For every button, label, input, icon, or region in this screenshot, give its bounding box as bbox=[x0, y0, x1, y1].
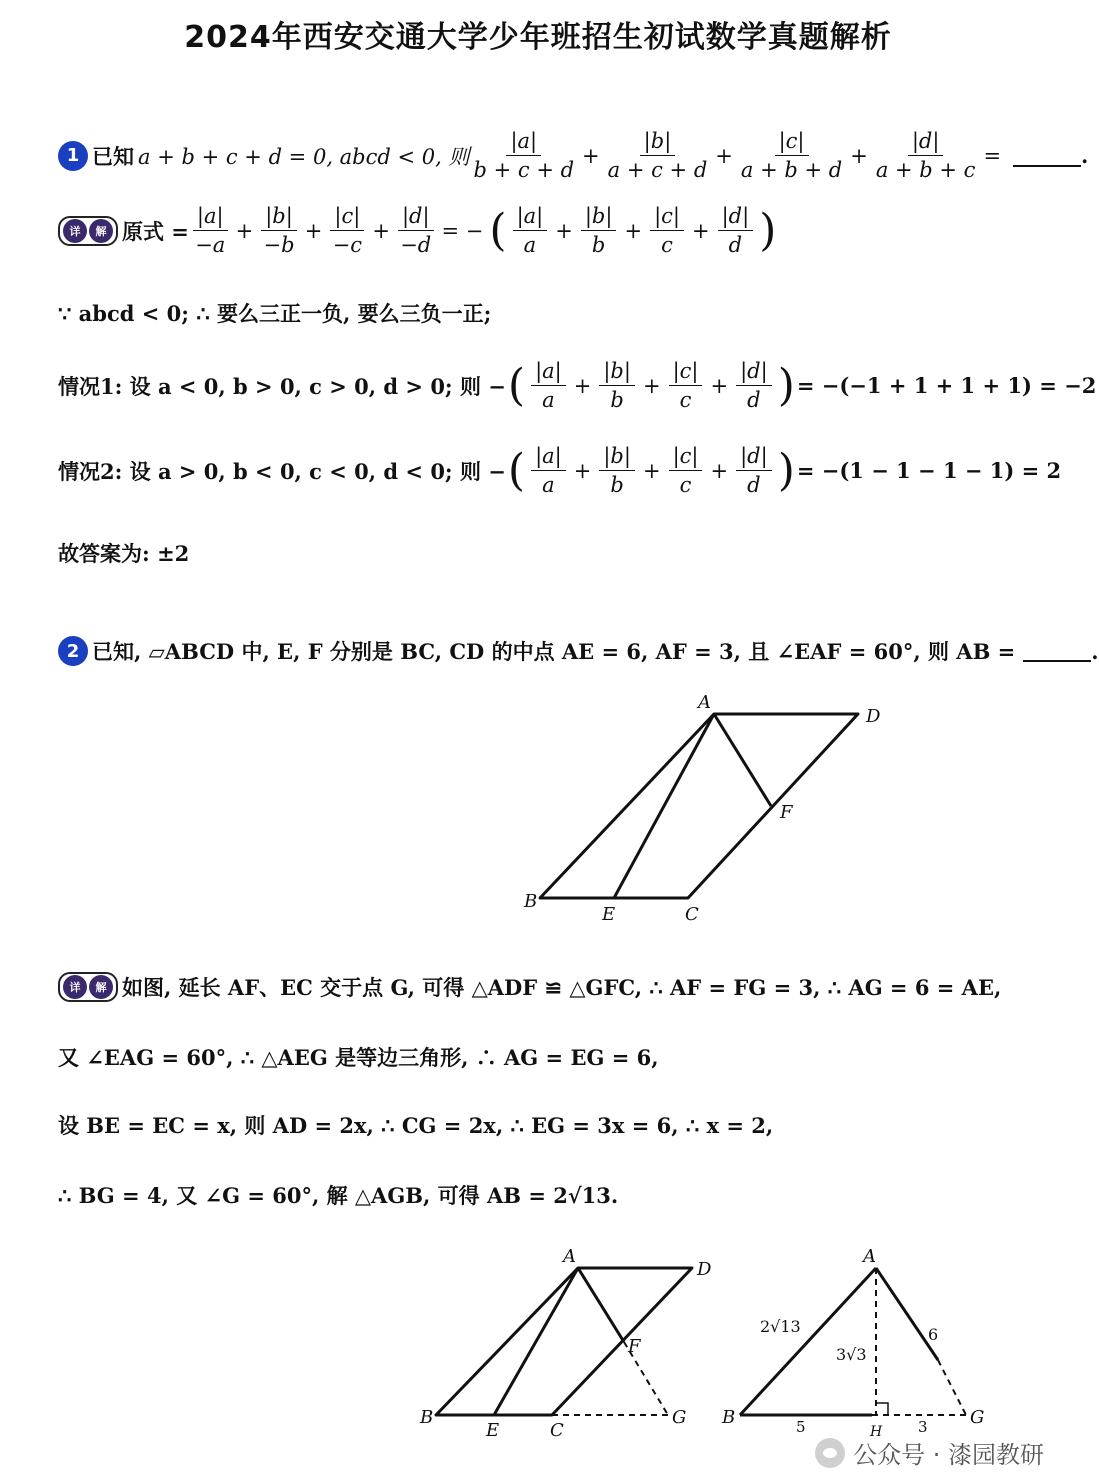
q1-frac-c: $\frac{|c|}{a + b + d}$ bbox=[740, 129, 843, 182]
fig3-label-a: A bbox=[863, 1246, 876, 1267]
fig3-label-b: B bbox=[722, 1407, 736, 1428]
solution-1-case-1: 情况1: 设 a < 0, b > 0, c > 0, d > 0; 则 − ( $\frac{|a|}{a}$ + $\frac{|b|}{b}$ + $\frac{|c|}{c}$ + $\frac{|d|}{d}$ ) = −(−1 + 1 + 1 + 1) = −2 bbox=[58, 359, 1097, 412]
label-d: D bbox=[866, 706, 881, 727]
fig2-label-c: C bbox=[550, 1420, 564, 1441]
label-b: B bbox=[524, 891, 538, 912]
fig2-label-d: D bbox=[697, 1259, 712, 1280]
page-title: 2024年西安交通大学少年班招生初试数学真题解析 bbox=[184, 20, 892, 55]
segment-af bbox=[714, 714, 771, 806]
figure-triangle-agb bbox=[740, 1268, 938, 1415]
question-1: 1 已知 a + b + c + d = 0, abcd < 0, 则 $\frac{|a|}{b + c + d}$ + $\frac{|b|}{a + c + d}$ + $\frac{|c|}{a + b + d}$ + $\frac{|d|}{a + b + c}$ = . bbox=[58, 128, 1088, 183]
q1-frac-b: $\frac{|b|}{a + c + d}$ bbox=[607, 129, 708, 182]
label-c: C bbox=[685, 904, 699, 925]
solution-2-line-4: ∴ BG = 4, 又 ∠G = 60°, 解 △AGB, 可得 AB = 2√13. bbox=[58, 1183, 619, 1208]
q1-frac-d: $\frac{|d|}{a + b + c}$ bbox=[875, 129, 976, 182]
watermark: 公众号 · 漆园教研 bbox=[815, 1435, 1044, 1470]
fig2-label-e: E bbox=[486, 1420, 500, 1441]
question-number-badge: 1 bbox=[58, 141, 88, 171]
fig3-label-bh: 5 bbox=[796, 1418, 806, 1436]
solution-2-line-3: 设 BE = EC = x, 则 AD = 2x, ∴ CG = 2x, ∴ EG = 3x = 6, ∴ x = 2, bbox=[58, 1113, 774, 1138]
fig3-label-h: H bbox=[870, 1424, 883, 1440]
solution-1-because: ∵ abcd < 0; ∴ 要么三正一负, 要么三负一正; bbox=[58, 301, 492, 326]
solution-2-line-1: 详 解 如图, 延长 AF、EC 交于点 G, 可得 △ADF ≌ △GFC, ∴ AF = FG = 3, ∴ AG = 6 = AE, bbox=[58, 972, 1001, 1002]
solution-badge: 详 解 bbox=[58, 972, 118, 1002]
s1-lead: 原式 = bbox=[122, 218, 189, 244]
fig3-label-hg: 3 bbox=[918, 1418, 928, 1436]
q1-prefix: 已知 bbox=[92, 143, 134, 169]
q2-text: 已知, ▱ABCD 中, E, F 分别是 BC, CD 的中点 AE = 6, AF = 3, 且 ∠EAF = 60°, 则 AB = bbox=[92, 639, 1016, 664]
wechat-icon bbox=[815, 1438, 845, 1468]
label-f: F bbox=[780, 802, 793, 823]
q1-condition: a + b + c + d = 0, abcd < 0, 则 bbox=[138, 144, 470, 169]
fig2-label-f: F bbox=[628, 1336, 641, 1357]
question-2: 2 已知, ▱ABCD 中, E, F 分别是 BC, CD 的中点 AE = 6, AF = 3, 且 ∠EAF = 60°, 则 AB = . bbox=[58, 636, 1099, 666]
question-number-badge: 2 bbox=[58, 636, 88, 666]
solution-2-line-2: 又 ∠EAG = 60°, ∴ △AEG 是等边三角形, ∴ AG = EG = 6, bbox=[58, 1045, 659, 1070]
solution-1-formula: 详 解 原式 = $\frac{|a|}{-a}$ + $\frac{|b|}{-b}$ + $\frac{|c|}{-c}$ + $\frac{|d|}{-d}$ = − ( $\frac{|a|}{a}$ + $\frac{|b|}{b}$ + $\frac{|c|}{c}$ + $\frac{|d|}{d}$ ) bbox=[58, 203, 778, 258]
solution-1-answer: 故答案为: ±2 bbox=[58, 541, 190, 566]
fig2-label-b: B bbox=[420, 1407, 434, 1428]
label-a: A bbox=[698, 692, 711, 713]
fig3-label-ah: 3√3 bbox=[836, 1345, 867, 1364]
fig3-label-ab: 2√13 bbox=[760, 1317, 801, 1336]
fig3-label-g: G bbox=[970, 1407, 985, 1428]
fig2-label-g: G bbox=[672, 1407, 687, 1428]
solution-badge: 详 解 bbox=[58, 216, 118, 246]
fig2-label-a: A bbox=[563, 1246, 576, 1267]
fig3-label-ag: 6 bbox=[928, 1325, 939, 1344]
label-e: E bbox=[602, 904, 616, 925]
q1-frac-a: $\frac{|a|}{b + c + d}$ bbox=[473, 129, 575, 182]
solution-1-case-2: 情况2: 设 a > 0, b < 0, c < 0, d < 0; 则 − ( $\frac{|a|}{a}$ + $\frac{|b|}{b}$ + $\frac{|c|}{c}$ + $\frac{|d|}{d}$ ) = −(1 − 1 − 1 − 1) = 2 bbox=[58, 444, 1062, 497]
